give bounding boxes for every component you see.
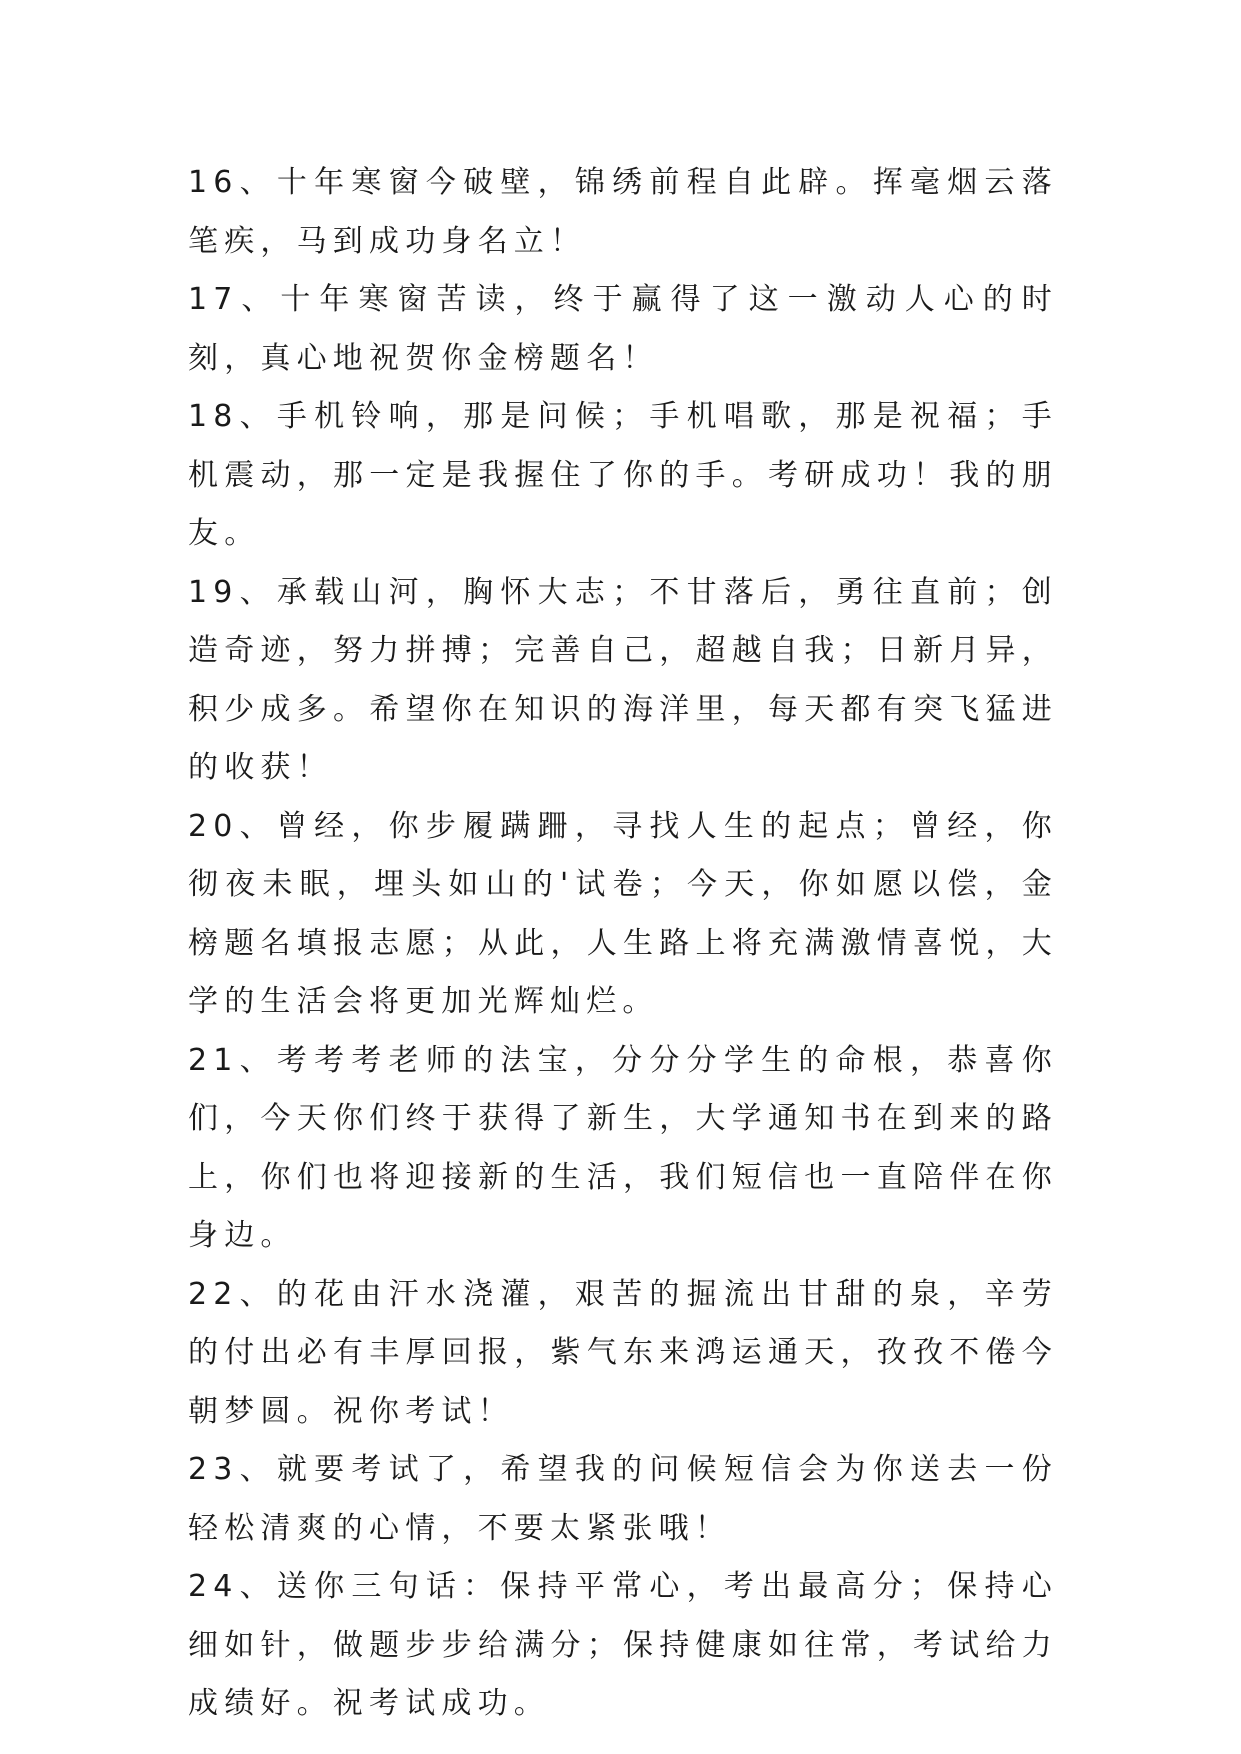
paragraph-19: 19、承载山河，胸怀大志；不甘落后，勇往直前；创造奇迹，努力拼搏；完善自己，超越自我；日新月异，积少成多。希望你在知识的海洋里，每天都有突飞猛进的收获！ — [188, 574, 1058, 785]
paragraph-23: 23、就要考试了，希望我的问候短信会为你送去一份轻松清爽的心情，不要太紧张哦！ — [188, 1452, 1058, 1546]
document-body — [188, 154, 1058, 1734]
paragraph-21: 21、考考考老师的法宝，分分分学生的命根，恭喜你们，今天你们终于获得了新生，大学通知书在到来的路上，你们也将迎接新的生活，我们短信也一直陪伴在你身边。 — [188, 1042, 1058, 1253]
paragraph-22: 22、的花由汗水浇灌，艰苦的掘流出甘甜的泉，辛劳的付出必有丰厚回报，紫气东来鸿运通天，孜孜不倦今朝梦圆。祝你考试！ — [188, 1276, 1058, 1429]
paragraph-18: 18、手机铃响，那是问候；手机唱歌，那是祝福；手机震动，那一定是我握住了你的手。考研成功！我的朋友。 — [188, 399, 1058, 551]
paragraph-24: 24、送你三句话：保持平常心，考出最高分；保持心细如针，做题步步给满分；保持健康如往常，考试给力成绩好。祝考试成功。 — [188, 1569, 1058, 1721]
paragraph-17: 17、十年寒窗苦读，终于赢得了这一激动人心的时刻，真心地祝贺你金榜题名！ — [188, 282, 1058, 376]
paragraph-20: 20、曾经，你步履蹒跚，寻找人生的起点；曾经，你彻夜未眠，埋头如山的'试卷；今天，你如愿以偿，金榜题名填报志愿；从此，人生路上将充满激情喜悦，大学的生活会将更加光辉灿烂。 — [188, 808, 1058, 1019]
paragraph-16: 16、十年寒窗今破壁，锦绣前程自此辟。挥毫烟云落笔疾，马到成功身名立！ — [188, 165, 1058, 259]
